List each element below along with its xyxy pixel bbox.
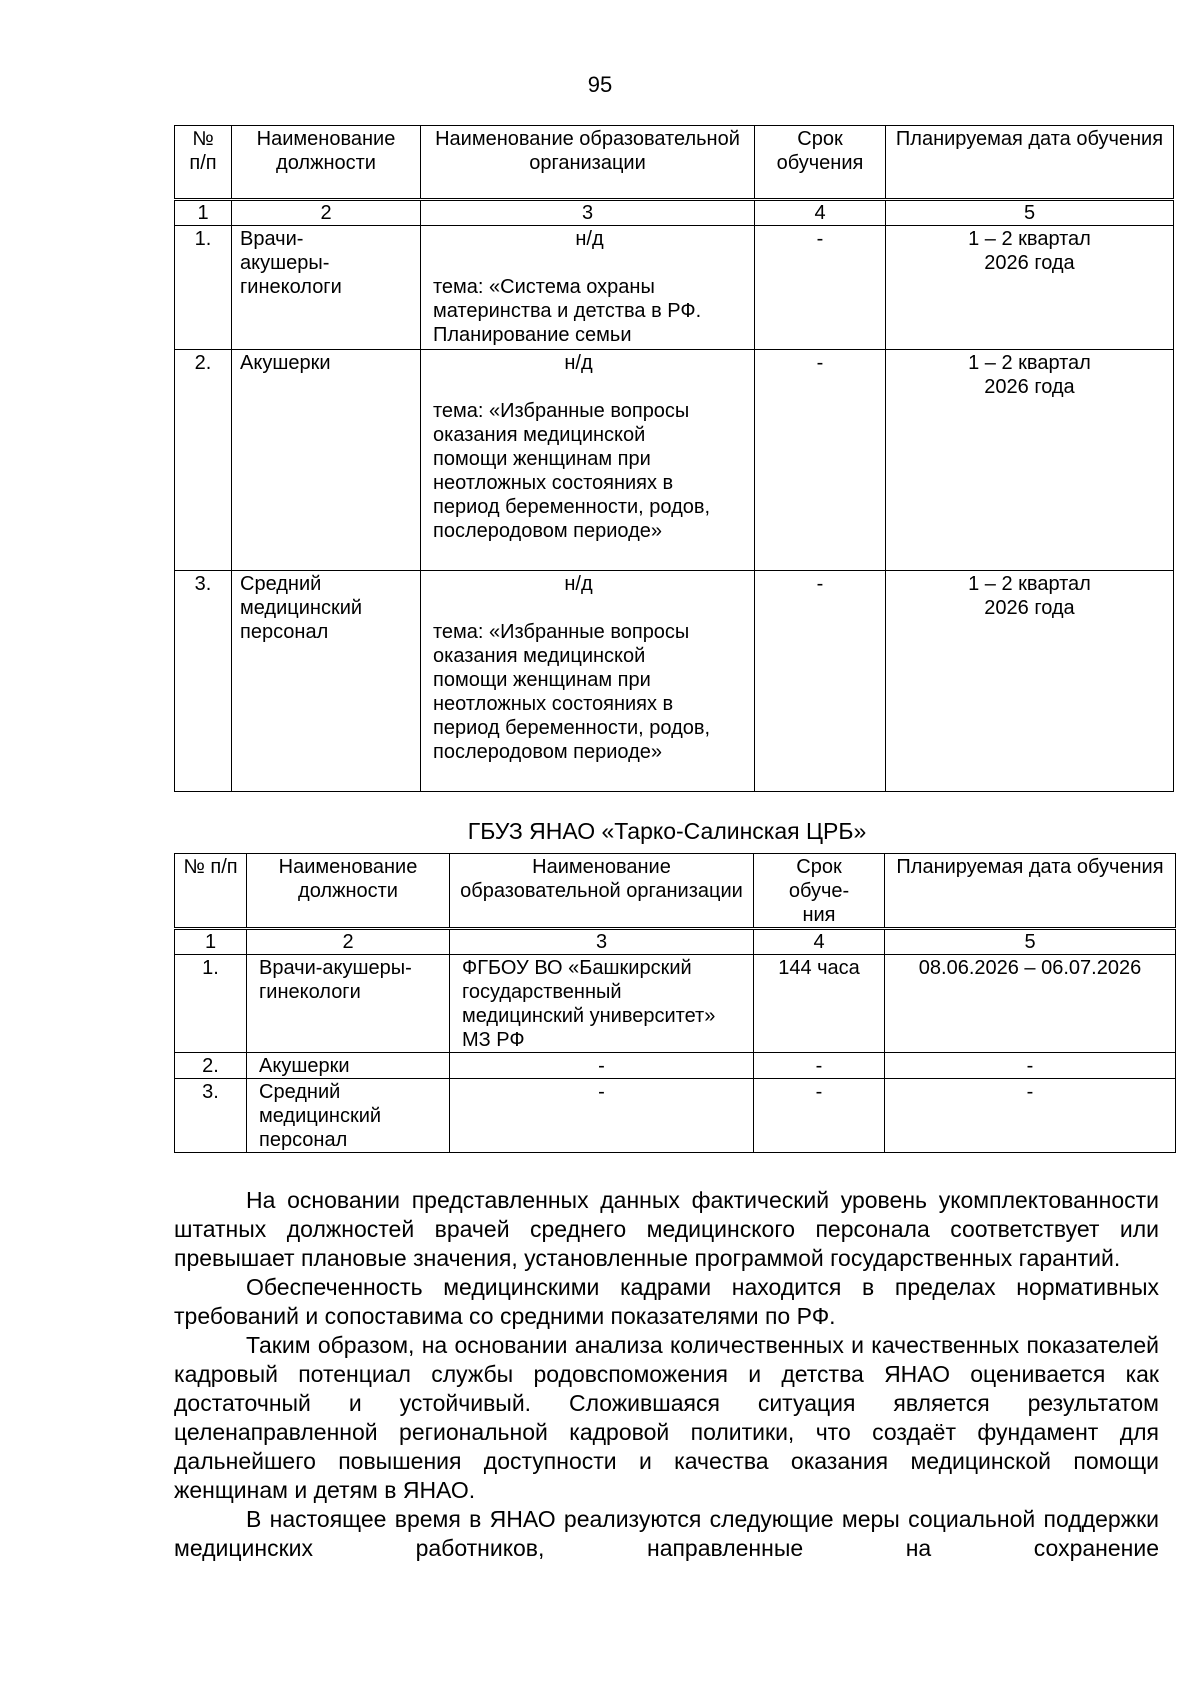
organization-name: н/д [575, 228, 604, 250]
organization-name: н/д [564, 573, 593, 595]
position-cell: Акушерки [232, 350, 421, 571]
header-cell: № п/п [175, 126, 232, 200]
header-cell: Наименование образовательной организации [421, 126, 755, 200]
header-cell: Срок обучения [755, 126, 886, 200]
column-number-row [175, 929, 1176, 955]
training-table-1 [174, 125, 1174, 792]
date-cell: - [885, 1053, 1176, 1079]
organization-name: н/д [564, 352, 593, 374]
header-cell: Наименование образовательной организации [450, 854, 754, 929]
paragraph: Обеспеченность медицинскими кадрами находится в пределах нормативных требований и сопоставима со средними показателями по РФ. [174, 1274, 1159, 1329]
organization-cell: - [450, 1053, 754, 1079]
paragraph: На основании представленных данных фактический уровень укомплектованности штатных должностей врачей среднего медицинского персонала соответствует или превышает плановые значения, установленные программой государственных гарантий. [174, 1187, 1159, 1271]
term-cell: - [754, 1079, 885, 1153]
column-number: 2 [232, 200, 421, 226]
column-number: 1 [175, 200, 232, 226]
organization-cell [421, 571, 755, 792]
row-number: 2. [175, 1053, 247, 1079]
term-cell: - [755, 350, 886, 571]
term-cell: - [755, 226, 886, 350]
paragraph: В настоящее время в ЯНАО реализуются следующие меры социальной поддержки медицинских работников, направленные на сохранение [174, 1506, 1159, 1561]
row-number: 1. [175, 226, 232, 350]
organization-cell: - [450, 1079, 754, 1153]
row-number: 2. [175, 350, 232, 571]
column-number: 3 [421, 200, 755, 226]
term-cell: 144 часа [754, 955, 885, 1053]
table-row [175, 1053, 1176, 1079]
term-cell: - [755, 571, 886, 792]
header-cell: № п/п [175, 854, 247, 929]
table-header-row [175, 854, 1176, 929]
row-number: 1. [175, 955, 247, 1053]
table-row [175, 955, 1176, 1053]
table-row [175, 350, 1174, 571]
date-cell: 1 – 2 квартал 2026 года [886, 226, 1174, 350]
header-cell: Планируемая дата обучения [885, 854, 1176, 929]
table-row [175, 571, 1174, 792]
table-2-title: ГБУЗ ЯНАО «Тарко-Салинская ЦРБ» [467, 818, 867, 844]
page-number: 95 [587, 72, 613, 97]
table-row [175, 226, 1174, 350]
date-cell: 1 – 2 квартал 2026 года [886, 350, 1174, 571]
position-cell: Врачи-акушеры-гинекологи [247, 955, 450, 1053]
position-cell: Средний медицинский персонал [247, 1079, 450, 1153]
position-cell: Средний медицинский персонал [232, 571, 421, 792]
course-topic: тема: «Избранные вопросы оказания медицинской помощи женщинам при неотложных состояниях в период беременности, родов, послеродовом периоде» [433, 621, 711, 763]
organization-cell [421, 350, 755, 571]
row-number: 3. [175, 571, 232, 792]
training-table-2 [174, 853, 1176, 1153]
row-number: 3. [175, 1079, 247, 1153]
column-number: 5 [885, 929, 1176, 955]
column-number: 2 [247, 929, 450, 955]
header-cell: Планируемая дата обучения [886, 126, 1174, 200]
table-row [175, 1079, 1176, 1153]
course-topic: тема: «Избранные вопросы оказания медицинской помощи женщинам при неотложных состояниях в период беременности, родов, послеродовом периоде» [433, 400, 711, 542]
paragraph: Таким образом, на основании анализа количественных и качественных показателей кадровый потенциал службы родовспоможения и детства ЯНАО оценивается как достаточный и устойчивый. Сложившаяся ситуация является результатом целенаправленной региональной кадровой политики, что создаёт фундамент для дальнейшего повышения доступности и качества оказания медицинской помощи женщинам и детям в ЯНАО. [174, 1332, 1159, 1503]
body-text [174, 1186, 1159, 1563]
course-topic: тема: «Система охраны материнства и детства в РФ. Планирование семьи [433, 276, 702, 346]
column-number: 3 [450, 929, 754, 955]
table-header-row [175, 126, 1174, 200]
header-cell: Наименование должности [232, 126, 421, 200]
organization-cell [421, 226, 755, 350]
column-number: 5 [886, 200, 1174, 226]
date-cell: 1 – 2 квартал 2026 года [886, 571, 1174, 792]
header-cell: Наименование должности [247, 854, 450, 929]
term-cell: - [754, 1053, 885, 1079]
column-number: 1 [175, 929, 247, 955]
column-number: 4 [755, 200, 886, 226]
header-cell: Срок обуче-ния [754, 854, 885, 929]
column-number-row [175, 200, 1174, 226]
organization-cell: ФГБОУ ВО «Башкирский государственный медицинский университет» МЗ РФ [450, 955, 754, 1053]
position-cell: Акушерки [247, 1053, 450, 1079]
position-cell: Врачи-акушеры-гинекологи [232, 226, 421, 350]
column-number: 4 [754, 929, 885, 955]
date-cell: 08.06.2026 – 06.07.2026 [885, 955, 1176, 1053]
date-cell: - [885, 1079, 1176, 1153]
